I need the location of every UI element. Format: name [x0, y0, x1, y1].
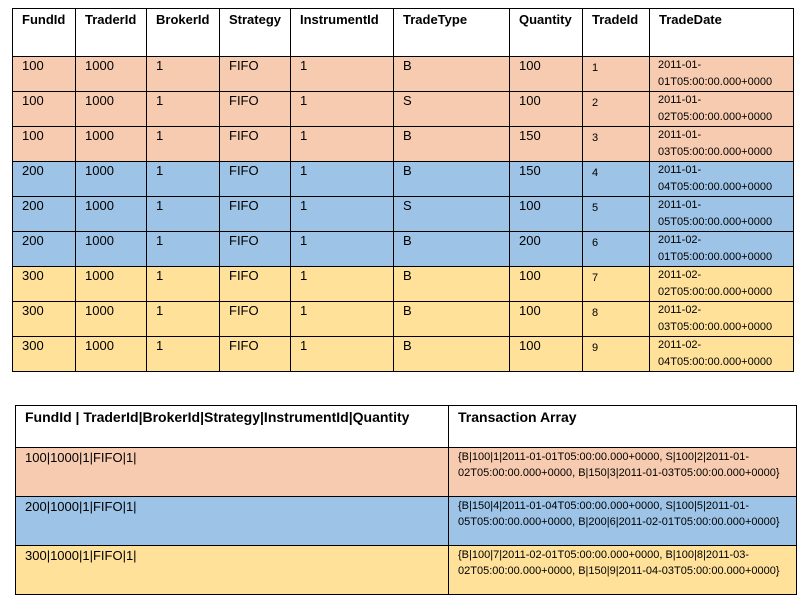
cell-tradetype: B	[394, 232, 510, 267]
cell-strategy: FIFO	[220, 232, 291, 267]
cell-traderid: 1000	[76, 197, 147, 232]
header-tradedate: TradeDate	[650, 9, 794, 57]
cell-tradetype: S	[394, 197, 510, 232]
cell-traderid: 1000	[76, 302, 147, 337]
cell-brokerid: 1	[147, 57, 220, 92]
cell-group-key: 100|1000|1|FIFO|1|	[16, 448, 449, 497]
cell-tradeid: 3	[583, 127, 650, 162]
cell-brokerid: 1	[147, 267, 220, 302]
header-fundid: FundId	[13, 9, 76, 57]
cell-tradetype: S	[394, 92, 510, 127]
cell-tradetype: B	[394, 57, 510, 92]
cell-quantity: 100	[510, 92, 583, 127]
cell-tradeid: 5	[583, 197, 650, 232]
cell-tradedate: 2011-01-03T05:00:00.000+0000	[650, 127, 794, 162]
header-instrumentid: InstrumentId	[291, 9, 394, 57]
cell-brokerid: 1	[147, 162, 220, 197]
cell-strategy: FIFO	[220, 337, 291, 372]
header-quantity: Quantity	[510, 9, 583, 57]
header-tradeid: TradeId	[583, 9, 650, 57]
cell-strategy: FIFO	[220, 162, 291, 197]
header-traderid: TraderId	[76, 9, 147, 57]
cell-quantity: 100	[510, 267, 583, 302]
cell-fundid: 100	[13, 57, 76, 92]
cell-tradeid: 7	[583, 267, 650, 302]
cell-group-key: 300|1000|1|FIFO|1|	[16, 546, 449, 595]
cell-strategy: FIFO	[220, 92, 291, 127]
cell-brokerid: 1	[147, 337, 220, 372]
header-group-key: FundId | TraderId|BrokerId|Strategy|InstrumentId|Quantity	[16, 406, 449, 448]
cell-tradetype: B	[394, 127, 510, 162]
cell-tradedate: 2011-02-03T05:00:00.000+0000	[650, 302, 794, 337]
header-brokerid: BrokerId	[147, 9, 220, 57]
header-transaction-array: Transaction Array	[449, 406, 797, 448]
cell-fundid: 200	[13, 162, 76, 197]
table-row	[16, 497, 797, 546]
cell-fundid: 100	[13, 92, 76, 127]
cell-group-key: 200|1000|1|FIFO|1|	[16, 497, 449, 546]
table-row	[13, 302, 794, 337]
cell-instrumentid: 1	[291, 92, 394, 127]
cell-traderid: 1000	[76, 337, 147, 372]
table-row	[13, 57, 794, 92]
cell-traderid: 1000	[76, 162, 147, 197]
cell-brokerid: 1	[147, 127, 220, 162]
grouped-transactions-table	[15, 405, 797, 595]
table-row	[13, 127, 794, 162]
cell-fundid: 200	[13, 197, 76, 232]
cell-strategy: FIFO	[220, 197, 291, 232]
cell-traderid: 1000	[76, 127, 147, 162]
cell-instrumentid: 1	[291, 232, 394, 267]
table-row	[13, 337, 794, 372]
cell-instrumentid: 1	[291, 127, 394, 162]
cell-tradedate: 2011-01-02T05:00:00.000+0000	[650, 92, 794, 127]
cell-quantity: 100	[510, 337, 583, 372]
table-row	[13, 197, 794, 232]
cell-quantity: 100	[510, 57, 583, 92]
cell-transaction-array: {B|100|7|2011-02-01T05:00:00.000+0000, B|100|8|2011-03-02T05:00:00.000+0000, B|150|9|2011-04-03T05:00:00.000+0000}	[449, 546, 797, 595]
cell-traderid: 1000	[76, 267, 147, 302]
cell-strategy: FIFO	[220, 267, 291, 302]
cell-brokerid: 1	[147, 302, 220, 337]
cell-fundid: 300	[13, 337, 76, 372]
table-row	[13, 162, 794, 197]
cell-quantity: 100	[510, 197, 583, 232]
cell-fundid: 300	[13, 302, 76, 337]
cell-transaction-array: {B|150|4|2011-01-04T05:00:00.000+0000, S|100|5|2011-01-05T05:00:00.000+0000, B|200|6|2011-02-01T05:00:00.000+0000}	[449, 497, 797, 546]
header-strategy: Strategy	[220, 9, 291, 57]
cell-tradetype: B	[394, 162, 510, 197]
table-header-row	[13, 9, 794, 57]
cell-brokerid: 1	[147, 92, 220, 127]
trades-table	[12, 8, 794, 372]
table-row	[13, 92, 794, 127]
cell-tradeid: 8	[583, 302, 650, 337]
cell-strategy: FIFO	[220, 127, 291, 162]
cell-tradetype: B	[394, 267, 510, 302]
cell-quantity: 150	[510, 162, 583, 197]
cell-tradedate: 2011-01-04T05:00:00.000+0000	[650, 162, 794, 197]
cell-tradedate: 2011-02-02T05:00:00.000+0000	[650, 267, 794, 302]
cell-fundid: 200	[13, 232, 76, 267]
cell-traderid: 1000	[76, 92, 147, 127]
cell-tradeid: 6	[583, 232, 650, 267]
table-row	[13, 267, 794, 302]
cell-strategy: FIFO	[220, 57, 291, 92]
cell-tradedate: 2011-01-01T05:00:00.000+0000	[650, 57, 794, 92]
cell-brokerid: 1	[147, 197, 220, 232]
cell-tradeid: 9	[583, 337, 650, 372]
cell-tradeid: 1	[583, 57, 650, 92]
table-header-row	[16, 406, 797, 448]
cell-fundid: 300	[13, 267, 76, 302]
cell-instrumentid: 1	[291, 162, 394, 197]
cell-tradeid: 2	[583, 92, 650, 127]
cell-instrumentid: 1	[291, 57, 394, 92]
cell-transaction-array: {B|100|1|2011-01-01T05:00:00.000+0000, S|100|2|2011-01-02T05:00:00.000+0000, B|150|3|2011-01-03T05:00:00.000+0000}	[449, 448, 797, 497]
cell-tradetype: B	[394, 302, 510, 337]
table-row	[13, 232, 794, 267]
header-tradetype: TradeType	[394, 9, 510, 57]
cell-strategy: FIFO	[220, 302, 291, 337]
cell-quantity: 100	[510, 302, 583, 337]
cell-instrumentid: 1	[291, 197, 394, 232]
table-row	[16, 448, 797, 497]
cell-fundid: 100	[13, 127, 76, 162]
cell-instrumentid: 1	[291, 302, 394, 337]
table-row	[16, 546, 797, 595]
cell-tradedate: 2011-01-05T05:00:00.000+0000	[650, 197, 794, 232]
cell-traderid: 1000	[76, 57, 147, 92]
cell-quantity: 150	[510, 127, 583, 162]
cell-brokerid: 1	[147, 232, 220, 267]
cell-tradeid: 4	[583, 162, 650, 197]
cell-quantity: 200	[510, 232, 583, 267]
cell-tradetype: B	[394, 337, 510, 372]
cell-tradedate: 2011-02-04T05:00:00.000+0000	[650, 337, 794, 372]
cell-traderid: 1000	[76, 232, 147, 267]
cell-instrumentid: 1	[291, 267, 394, 302]
cell-instrumentid: 1	[291, 337, 394, 372]
cell-tradedate: 2011-02-01T05:00:00.000+0000	[650, 232, 794, 267]
